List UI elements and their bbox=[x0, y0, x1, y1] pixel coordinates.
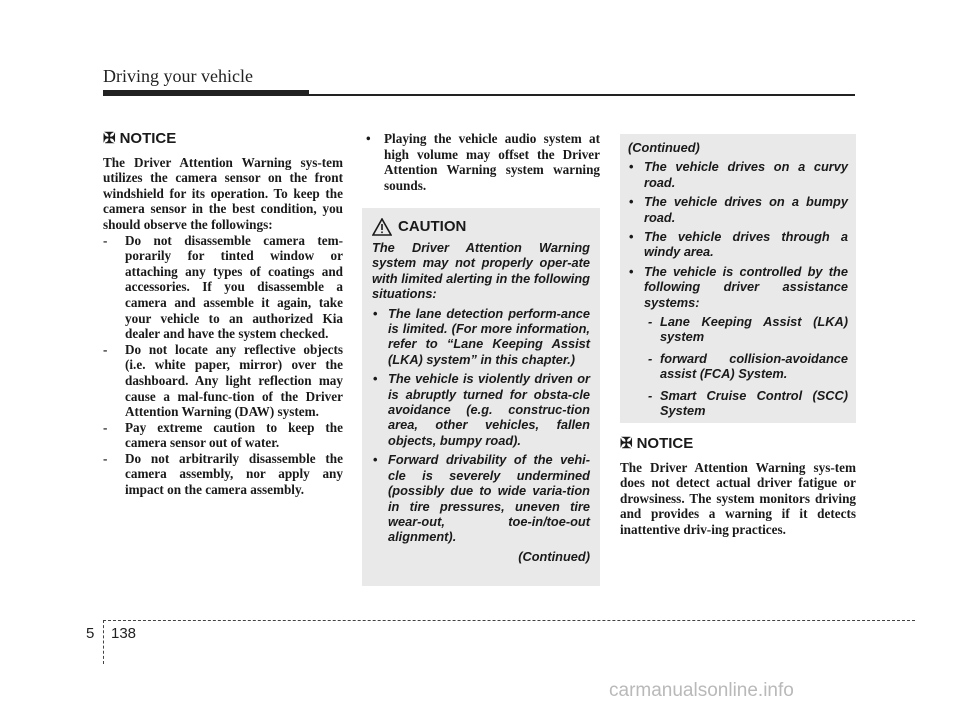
list-item: • The vehicle is violently driven or is abruptly turned for obsta-cle avoidance (e.g. construc-tion area, other vehicles, fallen objects, bumpy road). bbox=[373, 371, 590, 448]
notice-heading-label: NOTICE bbox=[636, 435, 694, 452]
list-item: - Do not arbitrarily disassemble the camera assembly, nor apply any impact on the camera assembly. bbox=[103, 450, 343, 498]
footer-divider bbox=[103, 620, 104, 664]
notice-heading bbox=[620, 436, 856, 452]
notice-heading bbox=[103, 131, 343, 147]
list-item: • The vehicle is controlled by the following driver assistance systems: bbox=[629, 263, 848, 310]
warning-triangle-icon bbox=[372, 218, 392, 236]
chapter-number: 5 bbox=[86, 625, 95, 642]
list-item: • The vehicle drives on a bumpy road. bbox=[629, 194, 848, 225]
list-item: - Do not disassemble camera tem-porarily for tinted window or attaching any types of coatings and accessories. If you disassemble a camera and assemble it again, take your vehicle to an authorized Kia dealer and have the system checked. bbox=[103, 232, 343, 342]
caution-heading bbox=[372, 218, 590, 236]
middle-column bbox=[362, 131, 600, 193]
chapter-header: Driving your vehicle bbox=[103, 66, 253, 86]
sub-list-item: - Lane Keeping Assist (LKA) system bbox=[648, 314, 848, 345]
continued-heading: (Continued) bbox=[628, 140, 700, 155]
notice-heading-label: NOTICE bbox=[119, 130, 177, 147]
page-number: 138 bbox=[111, 625, 137, 642]
list-item: - Do not locate any reflective objects (i.e. white paper, mirror) over the dashboard. Any light reflection may cause a mal-func-tion of the Driver Attention Warning (DAW) system. bbox=[103, 341, 343, 420]
list-item: • The vehicle drives on a curvy road. bbox=[629, 159, 848, 190]
list-item: • The lane detection perform-ance is limited. (For more information, refer to “Lane Keeping Assist (LKA) system” in this chapter.) bbox=[373, 305, 590, 367]
audio-bullet: • Playing the vehicle audio system at high volume may offset the Driver Attention Warning system warning sounds. bbox=[366, 131, 600, 193]
header-rule bbox=[103, 94, 855, 96]
sub-list-item: - Smart Cruise Control (SCC) System bbox=[648, 387, 848, 419]
caution-box bbox=[362, 208, 600, 586]
watermark: carmanualsonline.info bbox=[609, 680, 794, 701]
star-cross-icon: ✠ bbox=[103, 130, 116, 147]
notice-intro: The Driver Attention Warning sys-tem utilizes the camera sensor on the front windshield for its operation. To keep the camera sensor in the best condition, you should observe the followings: bbox=[103, 154, 343, 232]
continued-box bbox=[620, 134, 856, 423]
star-cross-icon: ✠ bbox=[620, 435, 633, 452]
continued-label: (Continued) bbox=[518, 548, 590, 564]
list-item: • Forward drivability of the vehi-cle is severely undermined (possibly due to wide varia-tion in tire pressures, uneven tire wear-out, toe-in/toe-out alignment). bbox=[373, 452, 590, 545]
sub-list-item: - forward collision-avoidance assist (FCA) System. bbox=[648, 350, 848, 382]
list-item: - Pay extreme caution to keep the camera sensor out of water. bbox=[103, 419, 343, 451]
caution-heading-label: CAUTION bbox=[398, 218, 467, 236]
caution-intro: The Driver Attention Warning system may not properly oper-ate with limited alerting in the following situations: bbox=[372, 240, 590, 302]
list-item: • The vehicle drives through a windy area. bbox=[629, 229, 848, 260]
right-notice bbox=[620, 436, 856, 538]
notice-list bbox=[103, 233, 343, 498]
notice-body: The Driver Attention Warning sys-tem does not detect actual driver fatigue or drowsiness. The system monitors driving and provides a warning if it detects inattentive driv-ing practices. bbox=[620, 459, 856, 537]
left-column bbox=[103, 131, 343, 498]
footer-rule bbox=[103, 620, 915, 621]
